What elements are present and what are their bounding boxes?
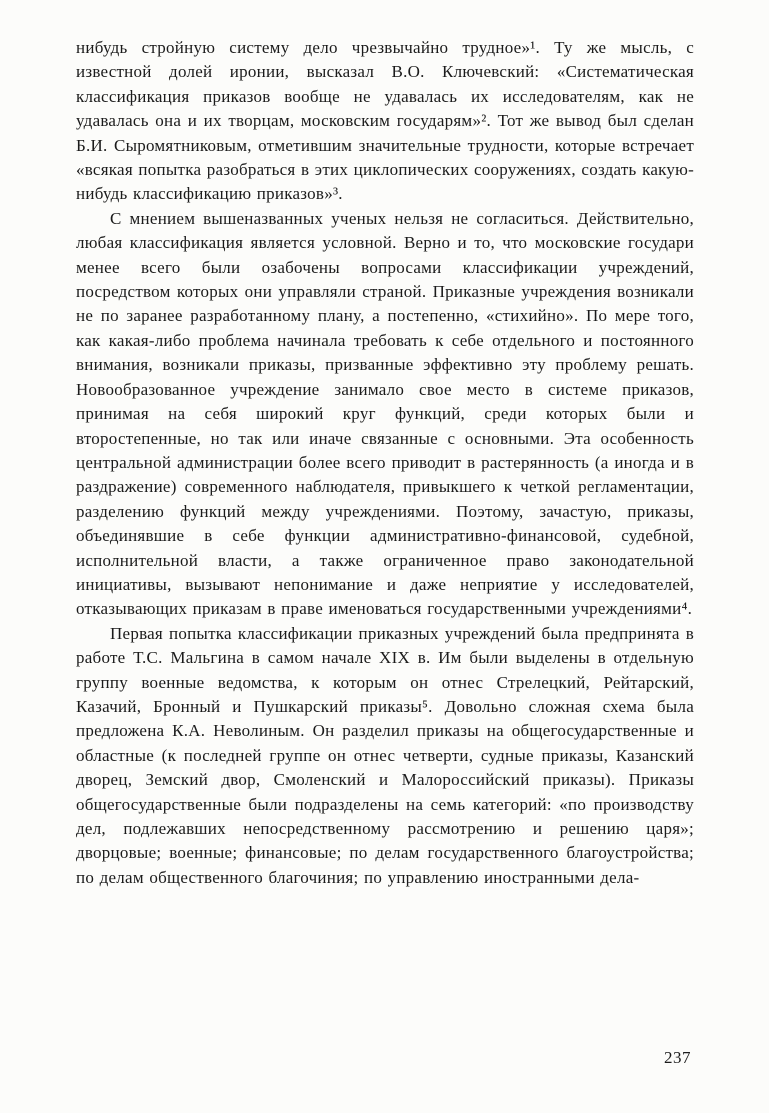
paragraph: нибудь стройную систему дело чрезвычайно трудное»¹. Ту же мысль, с известной долей иронии, высказал В.О. Ключевский: «Систематическая классификация приказов вообще не удавалась их исследователям, как не удавалась она и их творцам, московским государям»². Тот же вывод был сделан Б.И. Сыромятниковым, отметившим значительные трудности, которые встречает «всякая попытка разобраться в этих циклопических сооружениях, создать какую-нибудь классификацию приказов»³. bbox=[76, 38, 694, 204]
paragraph: С мнением вышеназванных ученых нельзя не согласиться. Действительно, любая классификация является условной. Верно и то, что московские государи менее всего были озабочены вопросами классификации учреждений, посредством которых они управляли страной. Приказные учреждения возникали не по заранее разработанному плану, а постепенно, «стихийно». По мере того, как какая-либо проблема начинала требовать к себе отдельного и постоянного внимания, возникали приказы, призванные эффективно эту проблему решать. Новообразованное учреждение занимало свое место в системе приказов, принимая на себя широкий круг функций, среди которых были и второстепенные, но так или иначе связанные с основными. Эта особенность центральной администрации более всего приводит в растерянность (а иногда и в раздражение) современного наблюдателя, привыкшего к четкой регламентации, разделению функций между учреждениями. Поэтому, зачастую, приказы, объединявшие в себе функции административно-финансовой, судебной, исполнительной власти, а также ограниченное право законодательной инициативы, вызывают непонимание и даже неприятие у исследователей, отказывающих приказам в праве именоваться государственными учреждениями⁴. bbox=[76, 208, 694, 619]
page-number: 237 bbox=[664, 1048, 691, 1067]
paragraph: Первая попытка классификации приказных учреждений была предпринята в работе Т.С. Мальгина в самом начале XIX в. Им были выделены в отдельную группу военные ведомства, к которым он отнес Стрелецкий, Рейтарский, Казачий, Бронный и Пушкарский приказы⁵. Довольно сложная схема была предложена К.А. Неволиным. Он разделил приказы на общегосударственные и областные (к последней группе он отнес четверти, судные приказы, Казанский дворец, Земский двор, Смоленский и Малороссийский приказы). Приказы общегосударственные были подразделены на семь категорий: «по производству дел, подлежавших непосредственному рассмотрению и решению царя»; дворцовые; военные; финансовые; по делам государственного благоустройства; по делам общественного благочиния; по управлению иностранными дела- bbox=[76, 623, 694, 887]
text-block bbox=[76, 36, 694, 890]
